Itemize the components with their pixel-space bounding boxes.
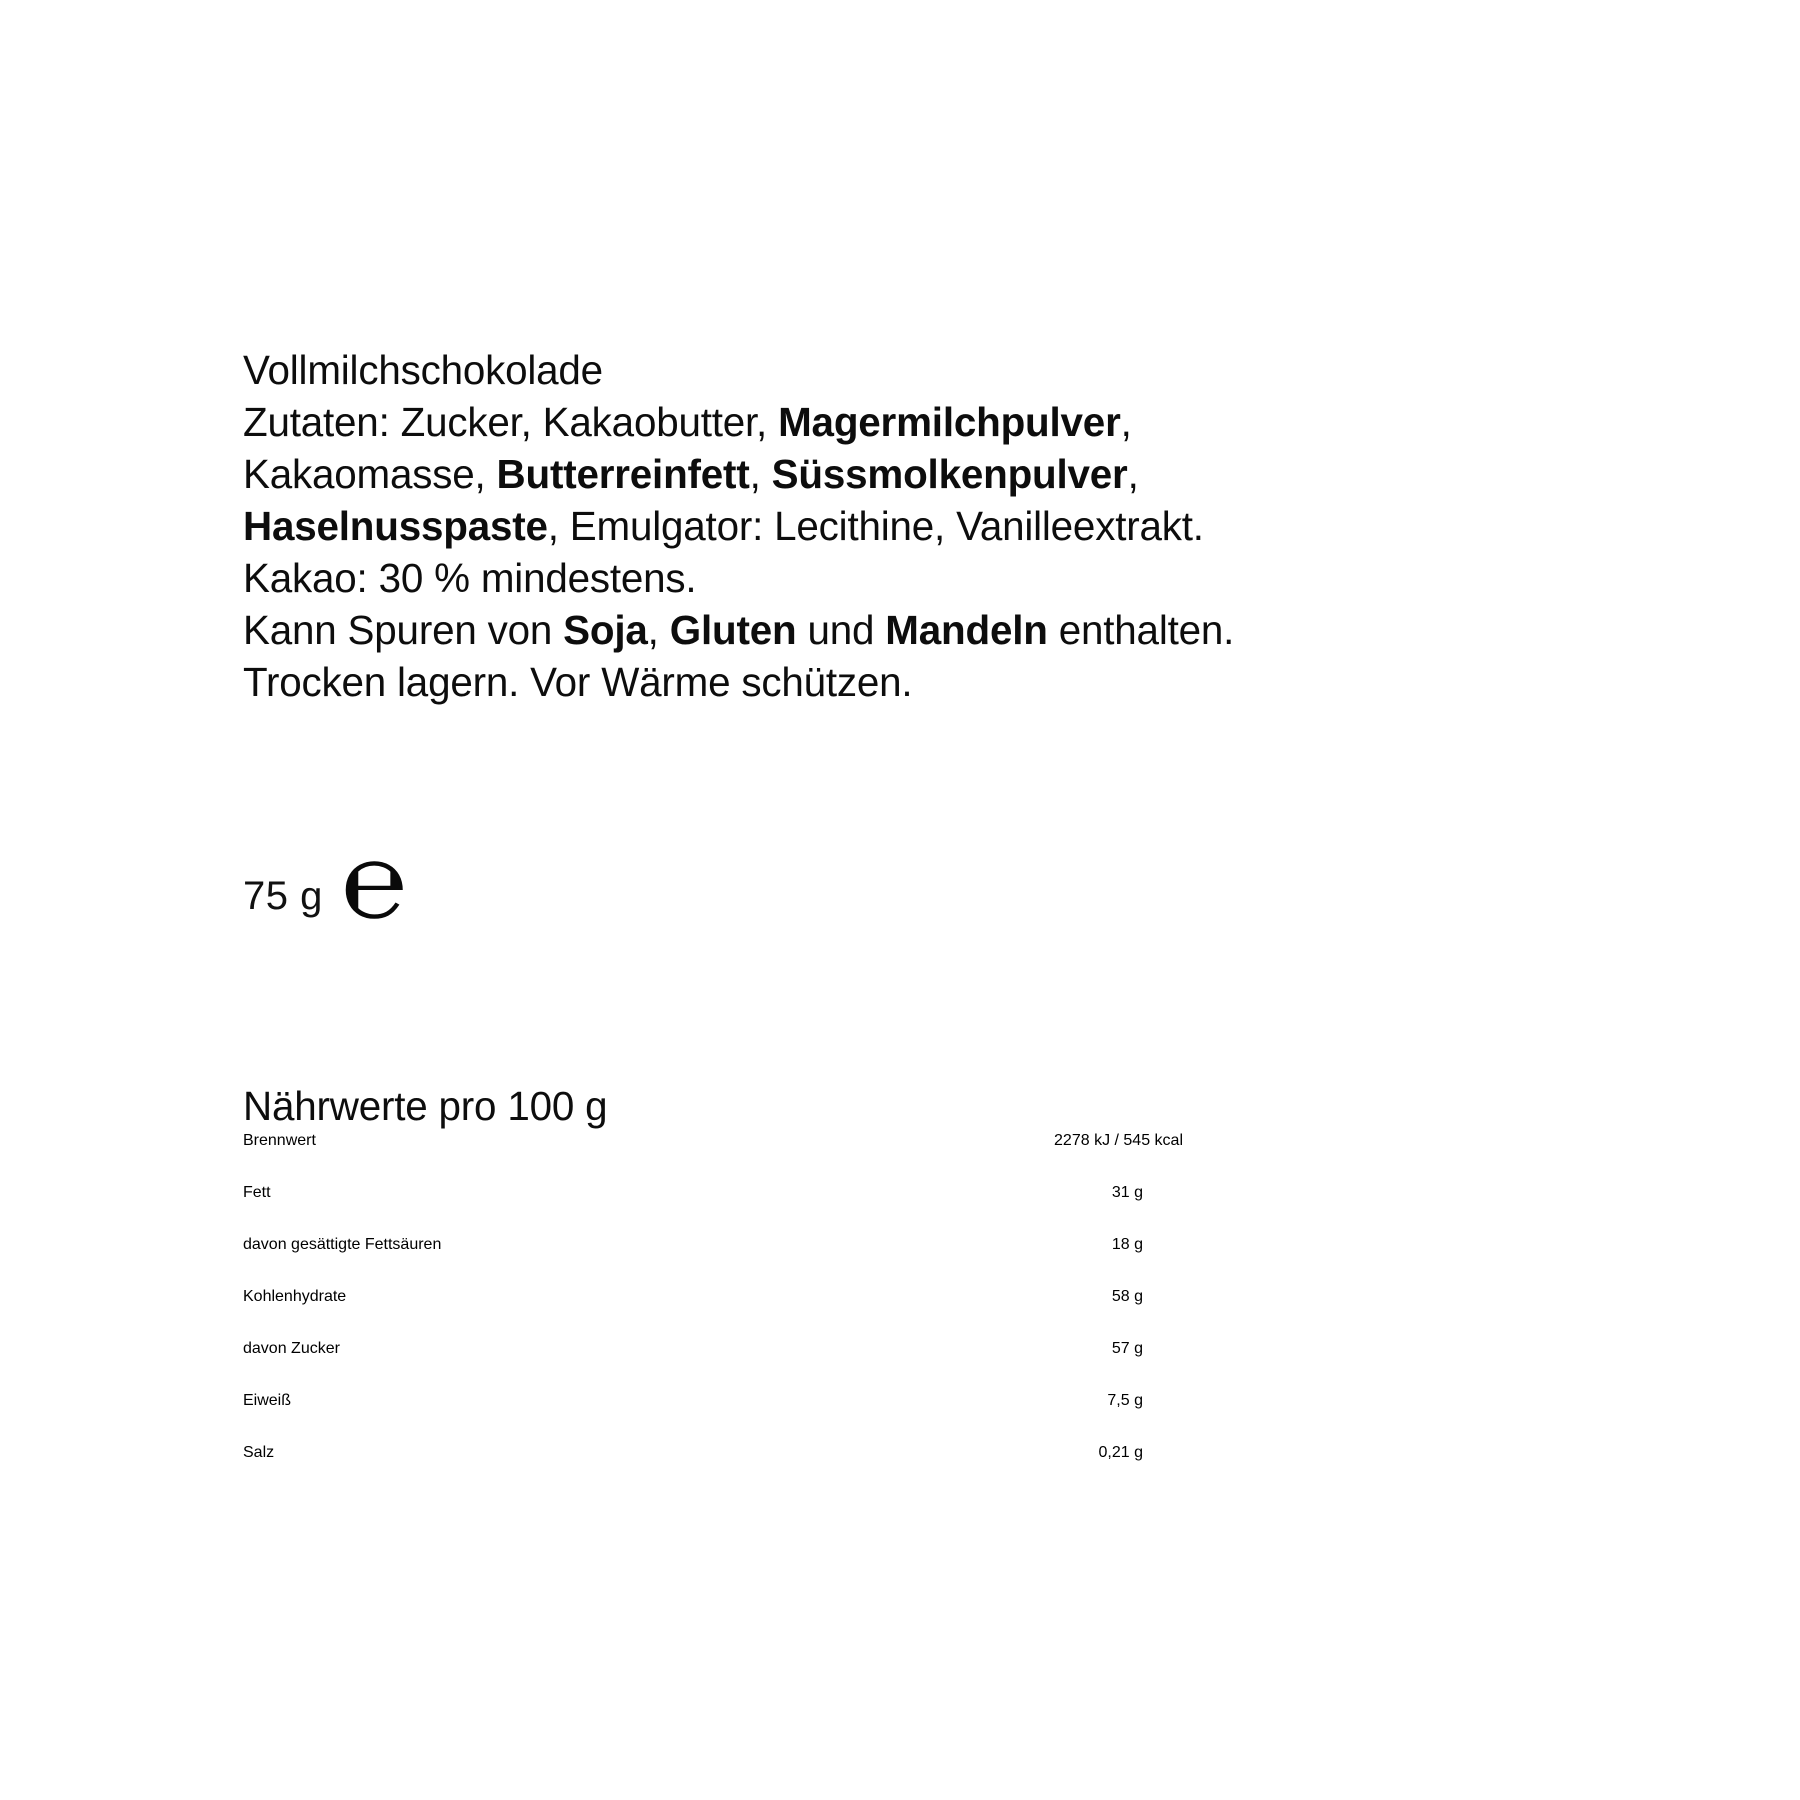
text-run: und bbox=[796, 607, 886, 653]
nutrition-heading: Nährwerte pro 100 g bbox=[243, 1083, 608, 1129]
allergen-traces-line bbox=[243, 604, 1425, 656]
nutrition-label-fett: Fett bbox=[243, 1184, 271, 1201]
nutrition-label-gesaettigte-fettsaeuren: davon gesättigte Fettsäuren bbox=[243, 1236, 442, 1253]
allergen-emphasis: Mandeln bbox=[885, 607, 1048, 653]
storage-instructions-line bbox=[243, 656, 1425, 708]
allergen-emphasis: Butterreinfett bbox=[496, 451, 750, 497]
nutrition-label-kohlenhydrate: Kohlenhydrate bbox=[243, 1288, 347, 1305]
nutrition-row bbox=[243, 1132, 1243, 1184]
nutrition-row bbox=[243, 1340, 1243, 1392]
nutrition-value-kohlenhydrate: 58 g bbox=[1111, 1288, 1143, 1305]
text-run: , bbox=[749, 451, 772, 497]
nutrition-table bbox=[243, 1080, 1243, 1496]
text-run: , bbox=[647, 607, 670, 653]
ingredients-line-2 bbox=[243, 448, 1425, 500]
ingredients-line-1 bbox=[243, 396, 1425, 448]
nutrition-row bbox=[243, 1392, 1243, 1444]
nutrition-row bbox=[243, 1236, 1243, 1288]
nutrition-row bbox=[243, 1184, 1243, 1236]
ingredients-declaration-block bbox=[243, 344, 1443, 708]
nutrition-value-fett: 31 g bbox=[1111, 1184, 1143, 1201]
nutrition-value-brennwert: 2278 kJ / 545 kcal bbox=[1054, 1132, 1183, 1149]
cocoa-content-line bbox=[243, 552, 1425, 604]
nutrition-label-eiweiss: Eiweiß bbox=[243, 1392, 292, 1409]
nutrition-value-zucker: 57 g bbox=[1111, 1340, 1143, 1357]
nutrition-row bbox=[243, 1444, 1243, 1496]
text-run: enthalten. bbox=[1047, 607, 1235, 653]
nutrition-label-zucker: davon Zucker bbox=[243, 1340, 340, 1357]
text-run: Trocken lagern. Vor Wärme schützen. bbox=[243, 659, 913, 705]
allergen-emphasis: Gluten bbox=[669, 607, 797, 653]
nutrition-value-gesaettigte-fettsaeuren: 18 g bbox=[1111, 1236, 1143, 1253]
text-run: , bbox=[1120, 399, 1132, 445]
nutrition-row bbox=[243, 1288, 1243, 1340]
nutrition-label-brennwert: Brennwert bbox=[243, 1132, 316, 1149]
nutrition-value-salz: 0,21 g bbox=[1098, 1444, 1143, 1461]
text-run: Kakao: 30 % mindestens. bbox=[243, 555, 697, 601]
net-weight-row bbox=[243, 824, 408, 940]
text-run: , bbox=[1127, 451, 1139, 497]
text-run: Kakaomasse, bbox=[243, 451, 497, 497]
nutrition-label-salz: Salz bbox=[243, 1444, 275, 1461]
allergen-emphasis: Haselnusspaste bbox=[243, 503, 548, 549]
ingredients-line-3 bbox=[243, 500, 1425, 552]
allergen-emphasis: Soja bbox=[563, 607, 648, 653]
text-run: , Emulgator: Lecithine, Vanilleextrakt. bbox=[547, 503, 1204, 549]
text-run: Kann Spuren von bbox=[243, 607, 564, 653]
allergen-emphasis: Süssmolkenpulver bbox=[771, 451, 1128, 497]
text-run: Zutaten: Zucker, Kakaobutter, bbox=[243, 399, 779, 445]
estimated-sign-icon: ℮ bbox=[340, 824, 408, 940]
net-weight-value: 75 g bbox=[243, 874, 323, 918]
allergen-emphasis: Magermilchpulver bbox=[778, 399, 1121, 445]
nutrition-value-eiweiss: 7,5 g bbox=[1107, 1392, 1143, 1409]
product-name: Vollmilchschokolade bbox=[243, 347, 603, 393]
